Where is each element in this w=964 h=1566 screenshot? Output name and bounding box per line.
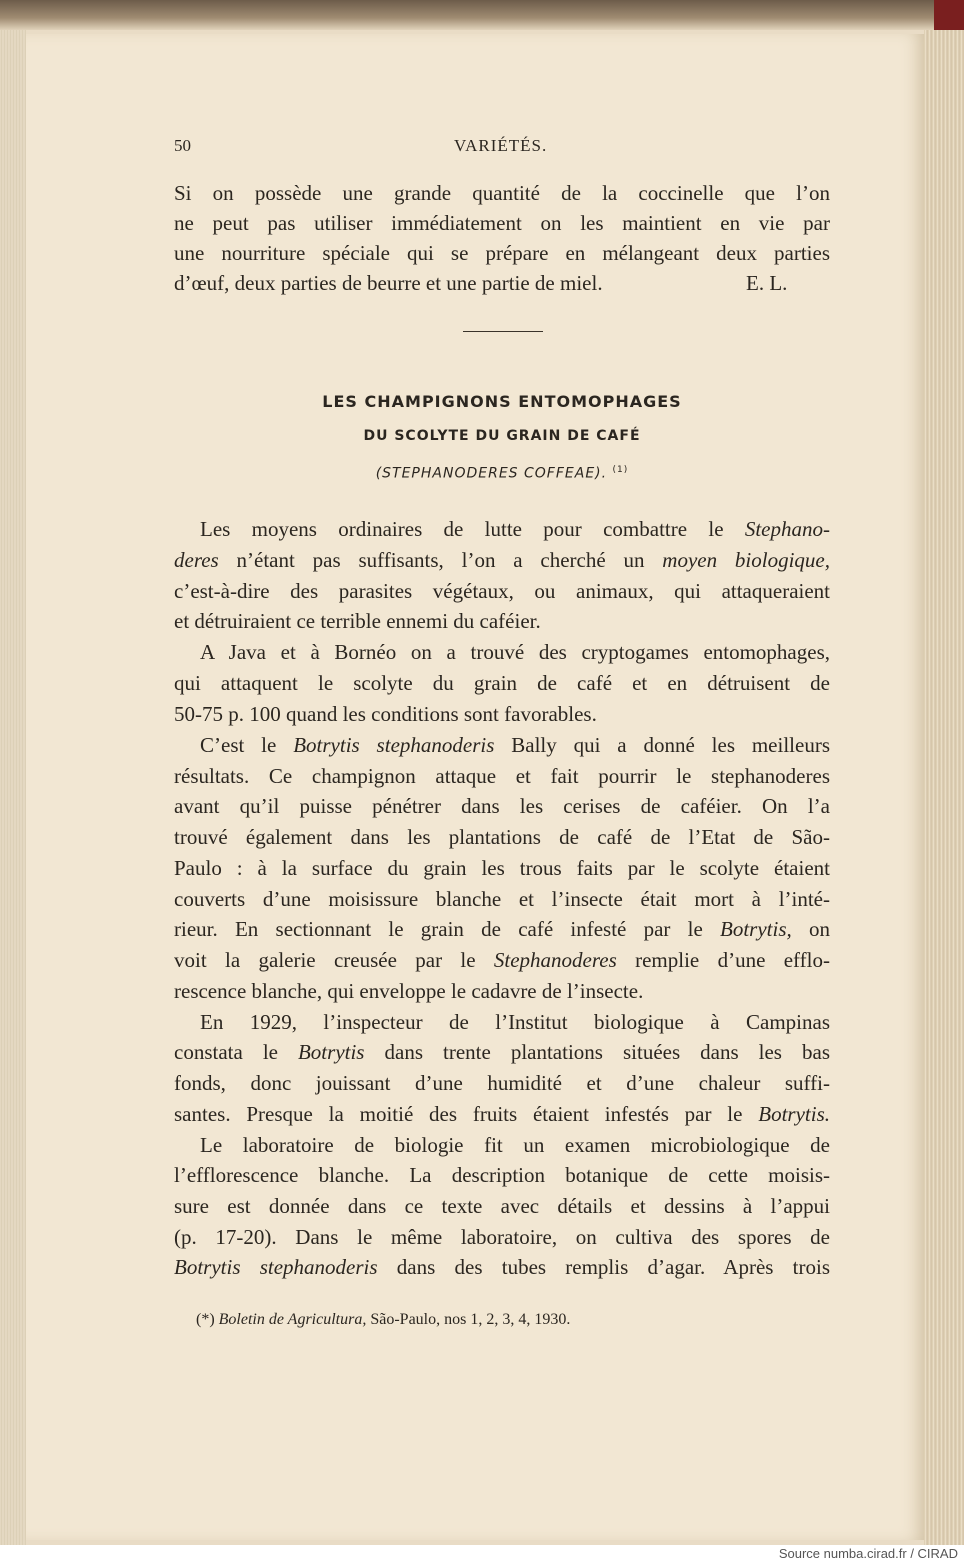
body-line <box>174 914 830 944</box>
intro-line: d’œuf, deux parties de beurre et une partie de miel. <box>174 271 603 295</box>
article-title: LES CHAMPIGNONS ENTOMOPHAGES <box>322 392 682 411</box>
page-edges-left <box>0 30 26 1545</box>
body-line: A Java et à Bornéo on a trouvé des cryptogames entomophages, <box>200 640 830 664</box>
body-line: résultats. Ce champignon attaque et fait pourrir le stephanoderes <box>174 764 830 788</box>
italic-term: Stephano- <box>744 517 830 541</box>
body-line: rescence blanche, qui enveloppe le cadavre de l’insecte. <box>174 979 644 1003</box>
body-line: En 1929, l’inspecteur de l’Institut biologique à Campinas <box>200 1010 830 1034</box>
italic-term: Botrytis. <box>758 1102 830 1126</box>
body-line: qui attaquent le scolyte du grain de café et en détruisent de <box>174 671 830 695</box>
body-line <box>174 1037 830 1067</box>
footnote-reference: (1) <box>612 465 629 475</box>
text-run: voit la galerie creusée par le <box>174 948 494 972</box>
italic-term: Botrytis stephanoderis <box>174 1255 378 1279</box>
footnote-citation: São-Paulo, nos 1, 2, 3, 4, 1930. <box>366 1311 571 1328</box>
intro-line: une nourriture spéciale qui se prépare en mélangeant deux parties <box>174 241 830 265</box>
body-line: fonds, donc jouissant d’une humidité et d’une chaleur suffi- <box>174 1071 830 1095</box>
body-line: et détruiraient ce terrible ennemi du caféier. <box>174 609 541 633</box>
article-species-name <box>174 465 830 482</box>
text-run: dans trente plantations situées dans les bas <box>364 1040 830 1064</box>
text-run: n’étant pas suffisants, l’on a cherché un <box>218 548 663 572</box>
body-line: 50-75 p. 100 quand les conditions sont favorables. <box>174 702 597 726</box>
italic-term: deres <box>174 548 219 572</box>
text-run: rieur. En sectionnant le grain de café infesté par le <box>174 917 721 941</box>
footnote-journal: Boletin de Agricultura, <box>218 1311 367 1328</box>
italic-term: moyen biologique, <box>662 548 830 572</box>
species-title-text: (STEPHANODERES COFFEAE). <box>375 465 608 482</box>
italic-term: Botrytis <box>297 1040 365 1064</box>
text-run: on <box>791 917 830 941</box>
source-credit: Source numba.cirad.fr / CIRAD <box>778 1546 958 1561</box>
intro-signature: E. L. <box>746 271 788 295</box>
body-line: c’est-à-dire des parasites végétaux, ou animaux, qui attaqueraient <box>174 579 830 603</box>
book-cover-edge <box>0 0 964 30</box>
body-line: (p. 17-20). Dans le même laboratoire, on cultiva des spores de <box>174 1225 830 1249</box>
intro-line: Si on possède une grande quantité de la coccinelle que l’on <box>174 181 830 205</box>
italic-term: Stephanoderes <box>493 948 617 972</box>
footnote-mark: (*) <box>196 1311 215 1328</box>
body-line: Paulo : à la surface du grain les trous faits par le scolyte étaient <box>174 856 830 880</box>
page-edges-right <box>924 30 964 1545</box>
body-line: sure est donnée dans ce texte avec détails et dessins à l’appui <box>174 1194 830 1218</box>
text-run: constata le <box>174 1040 298 1064</box>
body-line <box>174 545 830 575</box>
body-line <box>174 945 830 975</box>
body-line: couverts d’une moisissure blanche et l’insecte était mort à l’inté- <box>174 887 830 911</box>
italic-term: Botrytis stephanoderis <box>293 733 495 757</box>
body-line: avant qu’il puisse pénétrer dans les cerises de caféier. On l’a <box>174 794 830 818</box>
text-run: dans des tubes remplis d’agar. Après trois <box>377 1255 830 1279</box>
text-run: Bally qui a donné les meilleurs <box>494 733 830 757</box>
article-subtitle: DU SCOLYTE DU GRAIN DE CAFÉ <box>363 428 641 444</box>
body-line: l’efflorescence blanche. La description botanique de cette moisis- <box>174 1163 830 1187</box>
text-run: santes. Presque la moitié des fruits étaient infestés par le <box>174 1102 759 1126</box>
body-line: Le laboratoire de biologie fit un examen microbiologique de <box>200 1133 830 1157</box>
text-run: C’est le <box>200 733 294 757</box>
body-line <box>174 1099 830 1129</box>
page-number: 50 <box>174 136 191 155</box>
body-line <box>200 730 830 760</box>
italic-term: Botrytis, <box>720 917 792 941</box>
footnote <box>196 1311 570 1329</box>
section-divider <box>463 331 543 332</box>
body-line: trouvé également dans les plantations de café de l’Etat de São- <box>174 825 830 849</box>
book-spine <box>934 0 964 32</box>
text-run: Les moyens ordinaires de lutte pour combattre le <box>200 517 745 541</box>
body-line <box>200 514 830 544</box>
running-header <box>174 136 830 162</box>
body-line <box>174 1252 830 1282</box>
running-title: VARIÉTÉS. <box>454 136 548 155</box>
text-run: remplie d’une efflo- <box>616 948 830 972</box>
intro-line: ne peut pas utiliser immédiatement on les maintient en vie par <box>174 211 830 235</box>
